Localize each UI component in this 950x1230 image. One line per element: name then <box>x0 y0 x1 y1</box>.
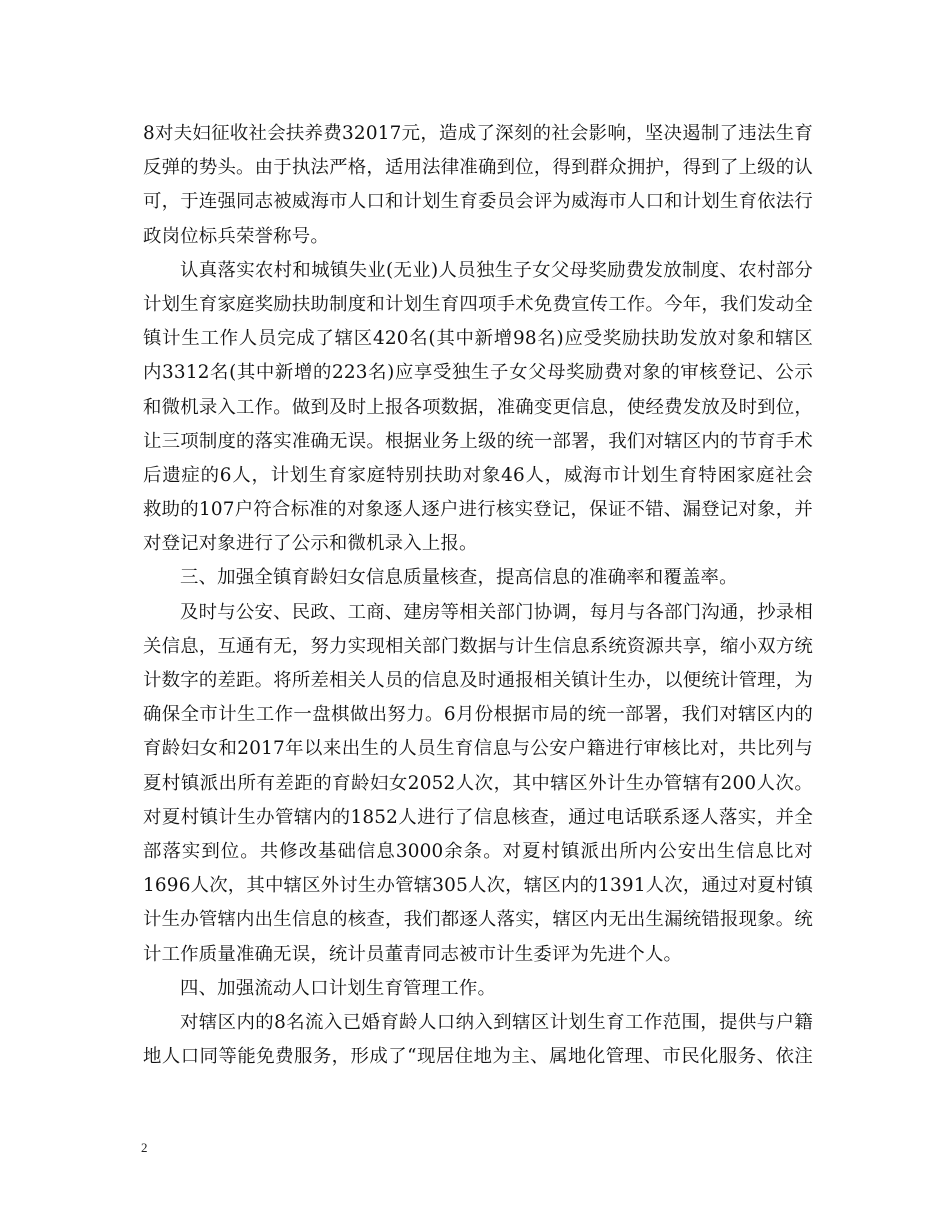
text-line: 政岗位标兵荣誉称号。 <box>143 225 329 247</box>
text-line: 育龄妇女和2017年以来出生的人员生育信息与公安户籍进行审核比对，共比列与 <box>143 738 813 760</box>
text-line: 计数字的差距。将所差相关人员的信息及时通报相关镇计生办，以便统计管理，为 <box>143 670 813 691</box>
text-line: 后遗症的6人，计划生育家庭特别扶助对象46人，威海市计划生育特困家庭社会 <box>143 464 813 486</box>
text-line: 三、加强全镇育龄妇女信息质量核查，提高信息的准确率和覆盖率。 <box>180 567 738 589</box>
text-line: 及时与公安、民政、工商、建房等相关部门协调，每月与各部门沟通，抄录相 <box>180 601 813 623</box>
text-line: 计工作质量准确无误，统计员董青同志被市计生委评为先进个人。 <box>143 943 683 965</box>
text-line: 可，于连强同志被威海市人口和计划生育委员会评为威海市人口和计划生育依法行 <box>143 191 813 213</box>
text-line: 和微机录入工作。做到及时上报各项数据，准确变更信息，使经费发放及时到位， <box>143 396 813 418</box>
text-line: 地人口同等能免费服务，形成了“现居住地为主、属地化管理、市民化服务、依注 <box>143 1046 813 1068</box>
text-line: 确保全市计生工作一盘棋做出努力。6月份根据市局的统一部署，我们对辖区内的 <box>143 704 813 726</box>
text-line: 反弹的势头。由于执法严格，适用法律准确到位，得到群众拥护，得到了上级的认 <box>143 157 813 179</box>
text-line: 对辖区内的8名流入已婚育龄人口纳入到辖区计划生育工作范围，提供与户籍 <box>180 1011 813 1033</box>
text-line: 内3312名(其中新增的223名)应享受独生子女父母奖励费对象的审核登记、公示 <box>143 362 813 384</box>
text-line: 让三项制度的落实准确无误。根据业务上级的统一部署，我们对辖区内的节育手术 <box>143 430 813 452</box>
text-line: 计划生育家庭奖励扶助制度和计划生育四项手术免费宣传工作。今年，我们发动全 <box>143 293 813 315</box>
text-line: 计生办管辖内出生信息的核查，我们都逐人落实，辖区内无出生漏统错报现象。统 <box>143 909 813 931</box>
page-number: 2 <box>141 1140 148 1155</box>
text-line: 对夏村镇计生办管辖内的1852人进行了信息核查，通过电话联系逐人落实，并全 <box>143 806 813 828</box>
text-line: 镇计生工作人员完成了辖区420名(其中新增98名)应受奖励扶助发放对象和辖区 <box>143 328 813 350</box>
text-line: 救助的107户符合标准的对象逐人逐户进行核实登记，保证不错、漏登记对象，并 <box>143 499 813 521</box>
text-line: 对登记对象进行了公示和微机录入上报。 <box>143 533 478 555</box>
text-line: 认真落实农村和城镇失业(无业)人员独生子女父母奖励费发放制度、农村部分 <box>180 259 813 281</box>
text-line: 夏村镇派出所有差距的育龄妇女2052人次，其中辖区外计生办管辖有200人次。 <box>143 772 813 794</box>
text-line: 四、加强流动人口计划生育管理工作。 <box>180 977 497 999</box>
text-line: 关信息，互通有无，努力实现相关部门数据与计生信息系统资源共享，缩小双方统 <box>143 635 813 657</box>
text-line: 部落实到位。共修改基础信息3000余条。对夏村镇派出所内公安出生信息比对 <box>143 840 813 862</box>
text-line: 8对夫妇征收社会扶养费32017元，造成了深刻的社会影响，坚决遏制了违法生育 <box>143 123 813 144</box>
body-text <box>143 117 813 1074</box>
text-line: 1696人次，其中辖区外讨生办管辖305人次，辖区内的1391人次，通过对夏村镇 <box>143 875 814 897</box>
